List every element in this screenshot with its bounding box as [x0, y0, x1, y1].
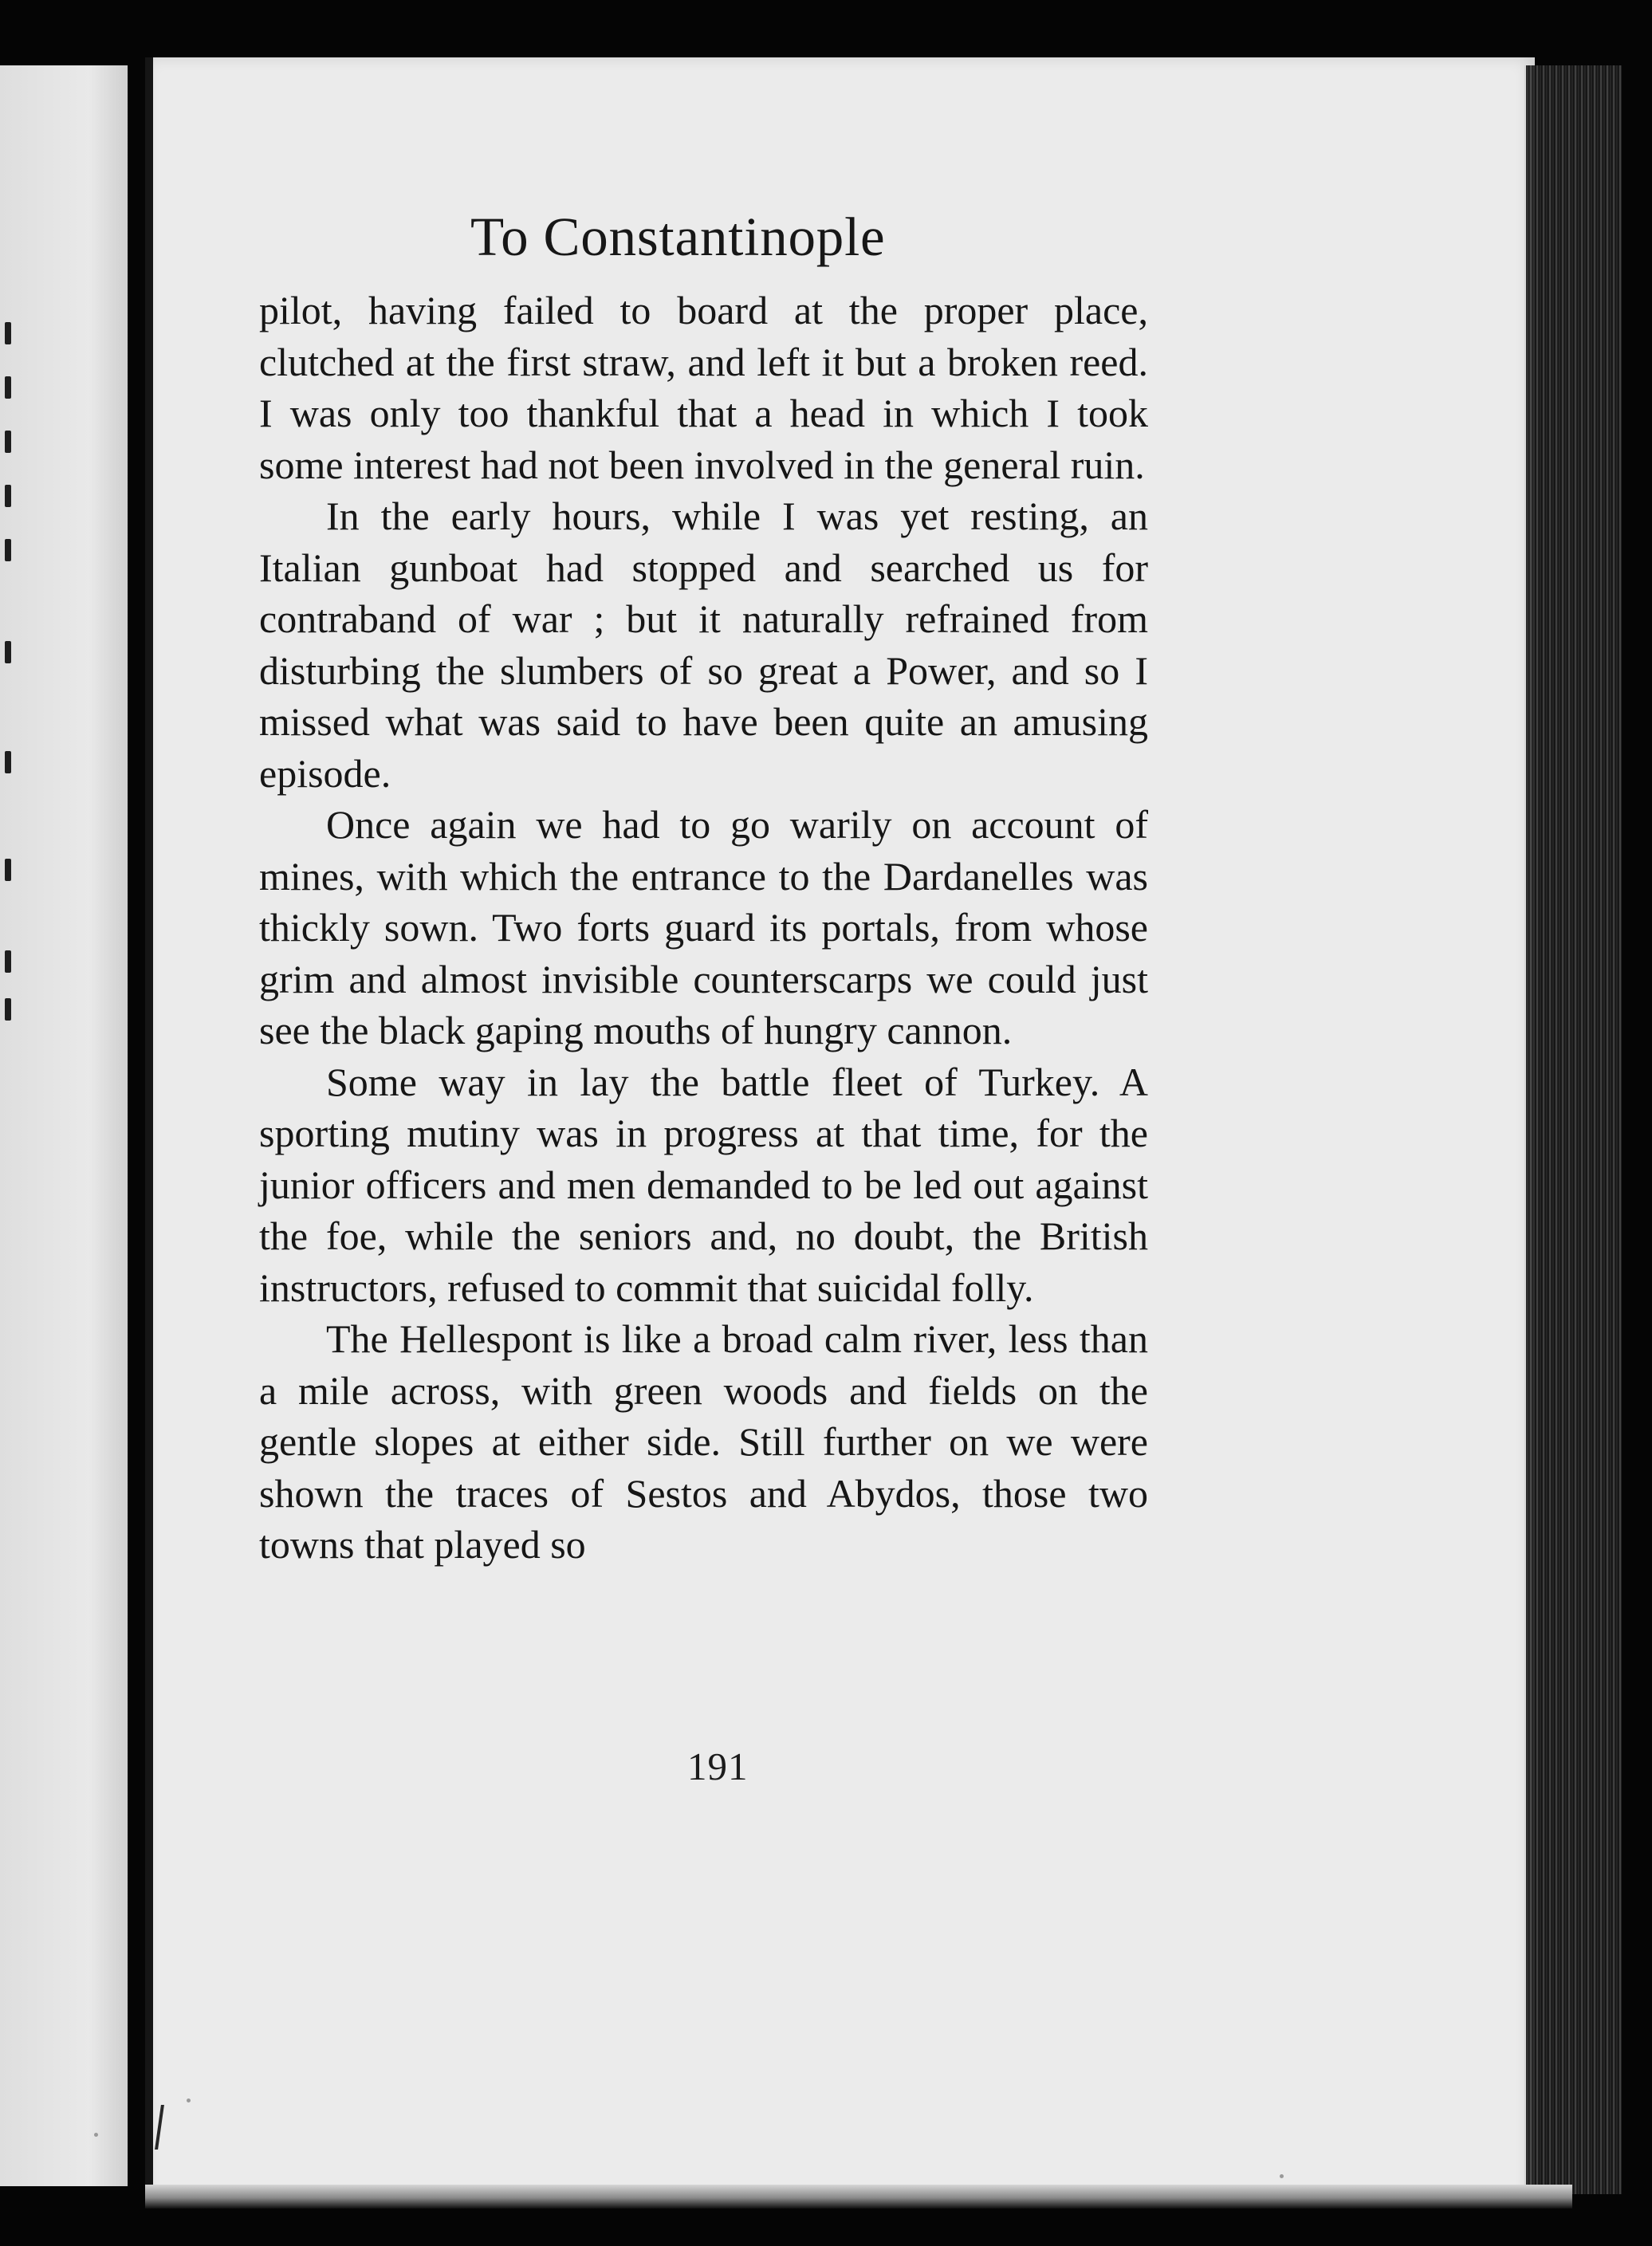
left-page-fragment [5, 431, 11, 453]
page-number: 191 [687, 1744, 749, 1788]
paragraph: Once again we had to go warily on account of mines, with which the entrance to the Dardanelles was thickly sown. Two forts guard its portals, from whose grim and almost invisible counterscarps we could just see the black gaping mouths of hungry cannon. [259, 802, 1148, 1052]
paragraph: The Hellespont is like a broad calm river, less than a mile across, with green woods and fields on the gentle slopes at either side. Still further on we were shown the traces of Sestos and Abydos, those two towns that played so [259, 1316, 1148, 1567]
left-page-fragment [5, 376, 11, 399]
scan-speck [94, 2133, 98, 2137]
left-page-fragment [5, 859, 11, 881]
scan-mark [155, 2105, 193, 2150]
left-page-edge [0, 65, 128, 2186]
left-page-fragment [5, 998, 11, 1021]
body-text [259, 285, 1148, 1571]
paragraph: pilot, having failed to board at the proper place, clutched at the first straw, and left it but a broken reed. I was only too thankful that a head in which I took some interest had not been involved in the general ruin. [259, 288, 1148, 487]
left-page-fragment [5, 641, 11, 663]
page-bottom-edge [145, 2185, 1572, 2209]
left-page-fragment [5, 322, 11, 344]
running-head: To Constantinople [470, 207, 886, 267]
scan-speck [187, 2098, 191, 2102]
left-page-fragment [5, 485, 11, 507]
left-page-fragment [5, 950, 11, 973]
left-page-fragment [5, 751, 11, 773]
paragraph: Some way in lay the battle fleet of Turkey. A sporting mutiny was in progress at that time, for the junior officers and men demanded to be led out against the foe, while the seniors and, no doubt, the British instructors, refused to commit that suicidal folly. [259, 1059, 1148, 1310]
book-page-stack-edge [1524, 65, 1622, 2194]
paragraph: In the early hours, while I was yet resting, an Italian gunboat had stopped and searched us for contraband of war ; but it naturally refrained from disturbing the slumbers of so great a Power, and so I missed what was said to have been quite an amusing episode. [259, 494, 1148, 796]
scan-speck [1280, 2174, 1284, 2178]
left-page-text-fragments [0, 65, 32, 2186]
left-page-fragment [5, 539, 11, 561]
